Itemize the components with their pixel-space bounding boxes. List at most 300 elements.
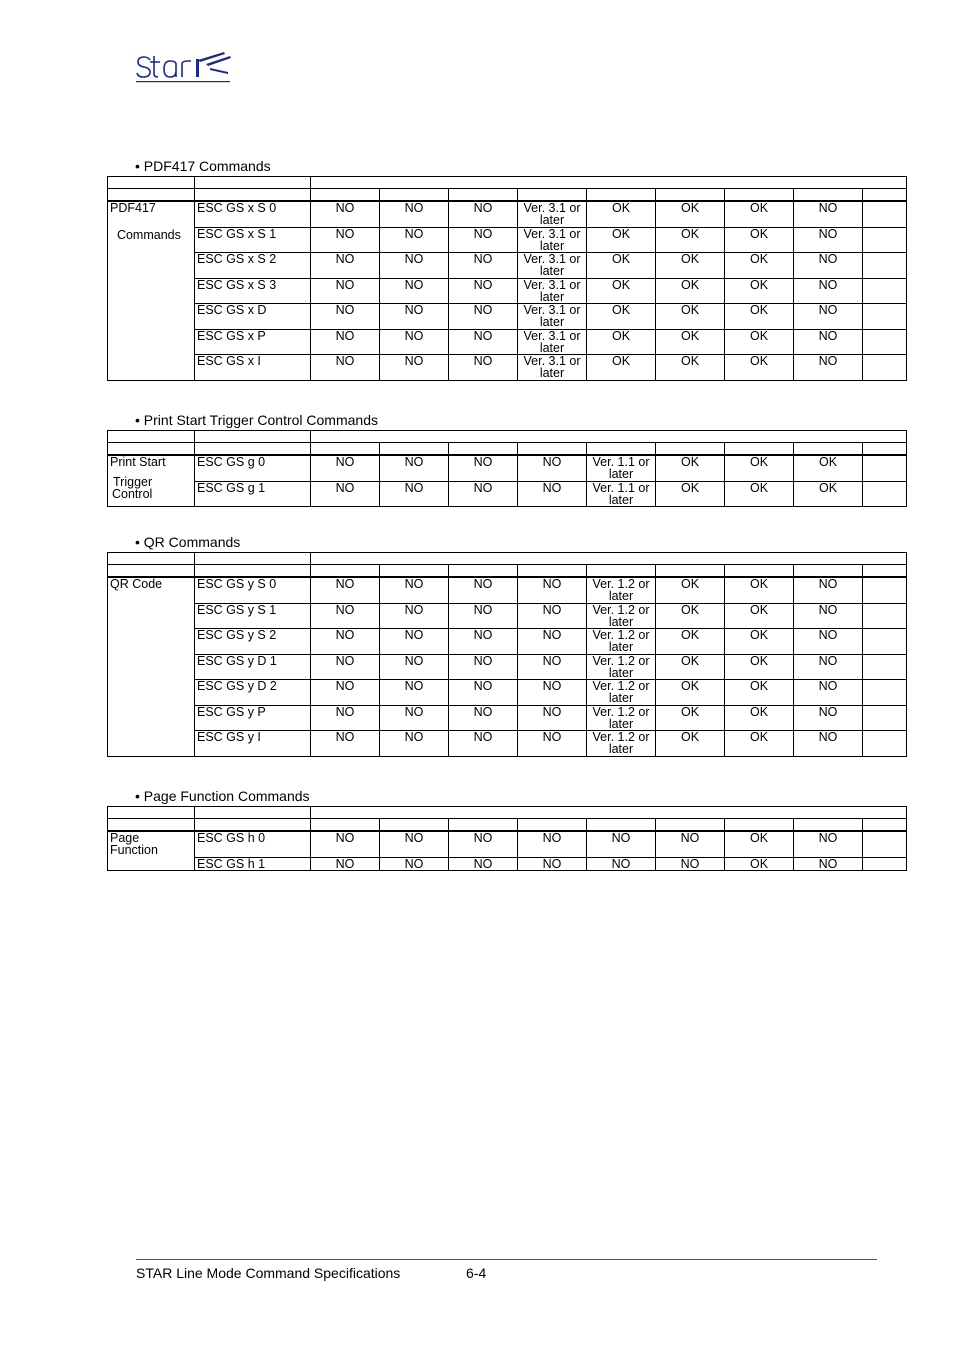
support-cell: NO xyxy=(380,278,449,304)
table-row xyxy=(108,329,907,355)
support-cell: NO xyxy=(311,355,380,381)
support-cell: NO xyxy=(380,603,449,629)
star-logo xyxy=(136,52,232,84)
support-cell: OK xyxy=(725,481,794,507)
support-cell: NO xyxy=(449,831,518,857)
support-cell: OK xyxy=(656,278,725,304)
header-cell xyxy=(195,553,311,565)
command-cell: ESC GS x D xyxy=(195,304,311,330)
support-value: Ver. 1.2 or xyxy=(592,730,650,744)
support-cell: NO xyxy=(449,201,518,227)
support-cell: OK xyxy=(725,831,794,857)
header-cell xyxy=(311,819,380,832)
support-cell: NO xyxy=(380,329,449,355)
support-cell: NO xyxy=(794,278,863,304)
support-cell: NO xyxy=(380,253,449,279)
table-row xyxy=(108,253,907,279)
header-cell xyxy=(794,443,863,456)
support-value: Ver. 3.1 or xyxy=(523,227,581,241)
support-cell xyxy=(518,227,587,253)
header-cell xyxy=(108,553,195,565)
support-cell: NO xyxy=(518,603,587,629)
support-value: Ver. 3.1 or xyxy=(523,278,581,292)
support-cell: NO xyxy=(449,253,518,279)
table-row xyxy=(108,705,907,731)
header-cell xyxy=(195,431,311,443)
support-value: later xyxy=(608,665,634,680)
table-header-row xyxy=(108,807,907,819)
support-cell: OK xyxy=(725,253,794,279)
table-row xyxy=(108,227,907,253)
table-row xyxy=(108,355,907,381)
header-cell xyxy=(725,819,794,832)
header-cell xyxy=(656,565,725,578)
header-cell xyxy=(108,431,195,443)
table-row xyxy=(108,201,907,227)
support-cell: OK xyxy=(656,731,725,757)
support-cell: OK xyxy=(725,455,794,481)
section-title-page-function: • Page Function Commands xyxy=(135,788,310,804)
support-cell: NO xyxy=(794,201,863,227)
support-value: Ver. 3.1 or xyxy=(523,329,581,343)
support-cell: NO xyxy=(449,857,518,870)
support-cell: NO xyxy=(794,253,863,279)
category-cell xyxy=(108,577,195,756)
header-cell xyxy=(311,565,380,578)
support-cell: NO xyxy=(449,481,518,507)
support-cell: NO xyxy=(449,577,518,603)
support-cell: OK xyxy=(656,577,725,603)
support-cell: NO xyxy=(311,253,380,279)
support-cell xyxy=(863,705,907,731)
header-cell xyxy=(311,553,907,565)
header-cell xyxy=(195,189,311,202)
table-row xyxy=(108,481,907,507)
support-cell: OK xyxy=(587,278,656,304)
support-cell: OK xyxy=(587,201,656,227)
header-cell xyxy=(518,443,587,456)
support-value: Ver. 1.2 or xyxy=(592,705,650,719)
support-cell: NO xyxy=(380,629,449,655)
support-value: later xyxy=(539,366,565,380)
command-cell: ESC GS y S 0 xyxy=(195,577,311,603)
support-cell xyxy=(863,227,907,253)
category-cell xyxy=(108,455,195,507)
support-cell: NO xyxy=(380,831,449,857)
command-cell: ESC GS x S 1 xyxy=(195,227,311,253)
header-cell xyxy=(518,565,587,578)
print-start-trigger-table xyxy=(107,430,907,507)
support-cell: OK xyxy=(656,455,725,481)
support-cell: NO xyxy=(518,629,587,655)
section-title-qr: • QR Commands xyxy=(135,534,241,550)
support-cell xyxy=(518,253,587,279)
support-cell: OK xyxy=(656,355,725,381)
support-cell: NO xyxy=(380,857,449,870)
support-cell: OK xyxy=(587,253,656,279)
support-value: Ver. 1.2 or xyxy=(592,628,650,642)
support-cell: NO xyxy=(518,577,587,603)
support-cell: OK xyxy=(656,654,725,680)
command-cell: ESC GS g 0 xyxy=(195,455,311,481)
support-value: later xyxy=(539,289,565,304)
support-value: later xyxy=(608,742,634,756)
support-cell xyxy=(587,654,656,680)
table-header-row xyxy=(108,819,907,832)
header-cell xyxy=(311,807,907,819)
support-cell xyxy=(587,577,656,603)
support-cell: OK xyxy=(725,654,794,680)
header-cell xyxy=(108,189,195,202)
support-cell xyxy=(863,201,907,227)
support-cell: NO xyxy=(794,731,863,757)
support-cell: NO xyxy=(449,278,518,304)
support-cell: NO xyxy=(311,278,380,304)
header-cell xyxy=(195,807,311,819)
table-row xyxy=(108,278,907,304)
support-cell: OK xyxy=(725,731,794,757)
support-cell: OK xyxy=(656,201,725,227)
support-cell: OK xyxy=(656,253,725,279)
header-cell xyxy=(449,189,518,202)
header-cell xyxy=(311,177,907,189)
support-cell xyxy=(863,481,907,507)
header-cell xyxy=(311,443,380,456)
header-cell xyxy=(380,565,449,578)
support-cell: OK xyxy=(725,355,794,381)
support-cell xyxy=(587,629,656,655)
header-cell xyxy=(656,443,725,456)
header-cell xyxy=(449,565,518,578)
support-cell xyxy=(587,680,656,706)
support-cell: NO xyxy=(380,227,449,253)
header-cell xyxy=(108,177,195,189)
header-cell xyxy=(725,443,794,456)
support-cell: NO xyxy=(380,731,449,757)
header-cell xyxy=(518,189,587,202)
category-label: Commands xyxy=(110,228,181,242)
support-cell xyxy=(863,577,907,603)
support-cell xyxy=(863,603,907,629)
section-title-print-start-trigger: • Print Start Trigger Control Commands xyxy=(135,412,378,428)
support-cell xyxy=(863,680,907,706)
support-cell: NO xyxy=(794,577,863,603)
section-title-pdf417: • PDF417 Commands xyxy=(135,158,271,174)
support-cell: NO xyxy=(449,227,518,253)
header-cell xyxy=(794,565,863,578)
support-cell: NO xyxy=(449,680,518,706)
support-cell: OK xyxy=(725,857,794,870)
support-cell xyxy=(863,329,907,355)
support-cell: NO xyxy=(794,603,863,629)
table-row xyxy=(108,603,907,629)
support-value: Ver. 1.1 or xyxy=(592,455,650,469)
support-cell: NO xyxy=(518,857,587,870)
command-cell: ESC GS x S 3 xyxy=(195,278,311,304)
support-value: later xyxy=(608,492,634,507)
support-value: Ver. 1.2 or xyxy=(592,577,650,591)
support-cell: OK xyxy=(656,705,725,731)
support-cell: OK xyxy=(656,481,725,507)
support-value: later xyxy=(608,716,634,731)
support-cell: NO xyxy=(311,455,380,481)
command-cell: ESC GS x S 0 xyxy=(195,201,311,227)
support-cell: NO xyxy=(380,481,449,507)
category-label: PDF417 xyxy=(110,201,156,215)
support-cell xyxy=(518,278,587,304)
support-cell: NO xyxy=(794,831,863,857)
support-cell: OK xyxy=(656,329,725,355)
support-cell: NO xyxy=(311,603,380,629)
support-cell: OK xyxy=(725,577,794,603)
table-row xyxy=(108,455,907,481)
support-cell: NO xyxy=(518,481,587,507)
support-cell: OK xyxy=(656,603,725,629)
header-cell xyxy=(380,443,449,456)
support-cell: OK xyxy=(725,629,794,655)
category-label: Control xyxy=(112,487,153,501)
support-value: later xyxy=(608,589,634,603)
support-cell: OK xyxy=(725,278,794,304)
header-cell xyxy=(587,565,656,578)
header-cell xyxy=(449,819,518,832)
support-cell: NO xyxy=(380,654,449,680)
support-cell xyxy=(863,355,907,381)
support-cell: OK xyxy=(725,227,794,253)
support-cell: NO xyxy=(311,577,380,603)
support-cell xyxy=(587,731,656,757)
header-cell xyxy=(380,819,449,832)
header-cell xyxy=(587,819,656,832)
support-cell: NO xyxy=(794,857,863,870)
header-cell xyxy=(587,189,656,202)
support-cell xyxy=(518,201,587,227)
support-cell: OK xyxy=(587,227,656,253)
category-cell xyxy=(108,201,195,380)
command-cell: ESC GS y S 2 xyxy=(195,629,311,655)
table-row xyxy=(108,680,907,706)
support-cell: NO xyxy=(380,455,449,481)
support-cell: OK xyxy=(656,304,725,330)
support-cell: NO xyxy=(380,355,449,381)
support-cell: NO xyxy=(587,857,656,870)
support-cell xyxy=(587,455,656,481)
command-cell: ESC GS h 0 xyxy=(195,831,311,857)
support-value: later xyxy=(608,691,634,705)
table-header-row xyxy=(108,565,907,578)
support-cell: OK xyxy=(725,705,794,731)
page-function-table xyxy=(107,806,907,871)
table-header-row xyxy=(108,443,907,456)
support-cell: NO xyxy=(449,304,518,330)
support-cell: NO xyxy=(518,831,587,857)
category-label: Print Start xyxy=(110,455,166,469)
header-cell xyxy=(587,443,656,456)
support-value: later xyxy=(539,315,565,329)
header-cell xyxy=(656,189,725,202)
support-cell: NO xyxy=(311,481,380,507)
command-cell: ESC GS y I xyxy=(195,731,311,757)
support-cell xyxy=(863,253,907,279)
table-row xyxy=(108,857,907,870)
support-cell xyxy=(863,831,907,857)
support-cell: NO xyxy=(380,705,449,731)
support-cell: NO xyxy=(311,731,380,757)
support-cell: NO xyxy=(518,705,587,731)
table-row xyxy=(108,654,907,680)
header-cell xyxy=(449,443,518,456)
support-cell: NO xyxy=(794,705,863,731)
qr-commands-table xyxy=(107,552,907,757)
support-cell: NO xyxy=(449,329,518,355)
category-label: Page xyxy=(110,831,140,845)
header-cell xyxy=(725,189,794,202)
support-cell: OK xyxy=(587,304,656,330)
support-cell: NO xyxy=(794,355,863,381)
support-cell xyxy=(518,329,587,355)
support-value: later xyxy=(539,238,565,253)
support-cell xyxy=(587,481,656,507)
table-row xyxy=(108,831,907,857)
table-row xyxy=(108,577,907,603)
command-cell: ESC GS x S 2 xyxy=(195,253,311,279)
support-cell xyxy=(863,629,907,655)
header-cell xyxy=(195,177,311,189)
category-cell xyxy=(108,831,195,870)
support-value: Ver. 3.1 or xyxy=(523,354,581,368)
support-cell: NO xyxy=(311,227,380,253)
footer-divider xyxy=(136,1259,877,1260)
command-cell: ESC GS y D 2 xyxy=(195,680,311,706)
support-cell: NO xyxy=(794,629,863,655)
header-cell xyxy=(108,819,195,832)
support-cell: OK xyxy=(656,227,725,253)
header-cell xyxy=(108,565,195,578)
support-value: Ver. 3.1 or xyxy=(523,252,581,266)
support-cell: OK xyxy=(725,329,794,355)
header-cell xyxy=(195,443,311,456)
support-cell: NO xyxy=(311,201,380,227)
command-cell: ESC GS y P xyxy=(195,705,311,731)
support-cell: NO xyxy=(794,304,863,330)
support-value: Ver. 3.1 or xyxy=(523,201,581,215)
support-value: Ver. 3.1 or xyxy=(523,303,581,317)
support-cell: NO xyxy=(794,654,863,680)
support-cell: OK xyxy=(587,329,656,355)
support-cell: NO xyxy=(656,831,725,857)
footer-doc-title: STAR Line Mode Command Specifications xyxy=(136,1265,401,1281)
header-cell xyxy=(794,819,863,832)
command-cell: ESC GS x P xyxy=(195,329,311,355)
support-cell: NO xyxy=(518,731,587,757)
support-cell xyxy=(863,731,907,757)
support-value: Ver. 1.2 or xyxy=(592,603,650,617)
table-header-row xyxy=(108,553,907,565)
header-cell xyxy=(863,819,907,832)
table-header-row xyxy=(108,431,907,443)
command-cell: ESC GS h 1 xyxy=(195,857,311,870)
support-cell xyxy=(587,705,656,731)
support-cell xyxy=(518,304,587,330)
header-cell xyxy=(311,189,380,202)
support-cell: NO xyxy=(311,857,380,870)
category-label: QR Code xyxy=(110,577,163,591)
support-cell xyxy=(863,654,907,680)
support-cell: NO xyxy=(311,705,380,731)
support-cell: NO xyxy=(587,831,656,857)
header-cell xyxy=(863,443,907,456)
support-value: later xyxy=(608,467,634,481)
support-cell: OK xyxy=(587,355,656,381)
support-cell: NO xyxy=(380,680,449,706)
command-cell: ESC GS x I xyxy=(195,355,311,381)
support-value: later xyxy=(608,640,634,654)
support-cell: NO xyxy=(311,329,380,355)
support-cell xyxy=(863,455,907,481)
support-cell: NO xyxy=(311,654,380,680)
footer-page-number: 6-4 xyxy=(466,1265,487,1281)
support-cell: NO xyxy=(794,680,863,706)
support-cell: OK xyxy=(725,304,794,330)
support-cell: NO xyxy=(449,629,518,655)
support-cell: NO xyxy=(449,654,518,680)
table-row xyxy=(108,304,907,330)
command-cell: ESC GS g 1 xyxy=(195,481,311,507)
support-cell xyxy=(863,857,907,870)
header-cell xyxy=(794,189,863,202)
support-cell xyxy=(863,278,907,304)
support-value: Ver. 1.2 or xyxy=(592,679,650,693)
header-cell xyxy=(380,189,449,202)
support-cell xyxy=(863,304,907,330)
support-cell xyxy=(587,603,656,629)
support-value: later xyxy=(539,264,565,278)
table-row xyxy=(108,629,907,655)
support-cell: OK xyxy=(725,680,794,706)
header-cell xyxy=(656,819,725,832)
support-cell: NO xyxy=(380,304,449,330)
support-cell: NO xyxy=(311,304,380,330)
header-cell xyxy=(108,807,195,819)
support-cell: NO xyxy=(794,329,863,355)
header-cell xyxy=(863,565,907,578)
support-cell: NO xyxy=(449,603,518,629)
header-cell xyxy=(311,431,907,443)
table-header-row xyxy=(108,189,907,202)
category-label: Trigger xyxy=(113,475,153,489)
header-cell xyxy=(108,443,195,456)
header-cell xyxy=(195,819,311,832)
support-cell: NO xyxy=(449,705,518,731)
support-cell: NO xyxy=(311,831,380,857)
support-cell: NO xyxy=(656,857,725,870)
category-label: Function xyxy=(110,843,158,857)
support-value: later xyxy=(539,340,565,355)
support-value: later xyxy=(608,614,634,629)
table-header-row xyxy=(108,177,907,189)
support-cell: OK xyxy=(656,680,725,706)
support-cell: NO xyxy=(449,731,518,757)
support-value: later xyxy=(539,213,565,227)
support-cell: OK xyxy=(794,455,863,481)
support-cell: NO xyxy=(449,355,518,381)
support-cell: NO xyxy=(518,654,587,680)
support-cell: NO xyxy=(380,577,449,603)
support-cell xyxy=(518,355,587,381)
header-cell xyxy=(518,819,587,832)
support-cell: NO xyxy=(311,629,380,655)
support-cell: NO xyxy=(518,455,587,481)
